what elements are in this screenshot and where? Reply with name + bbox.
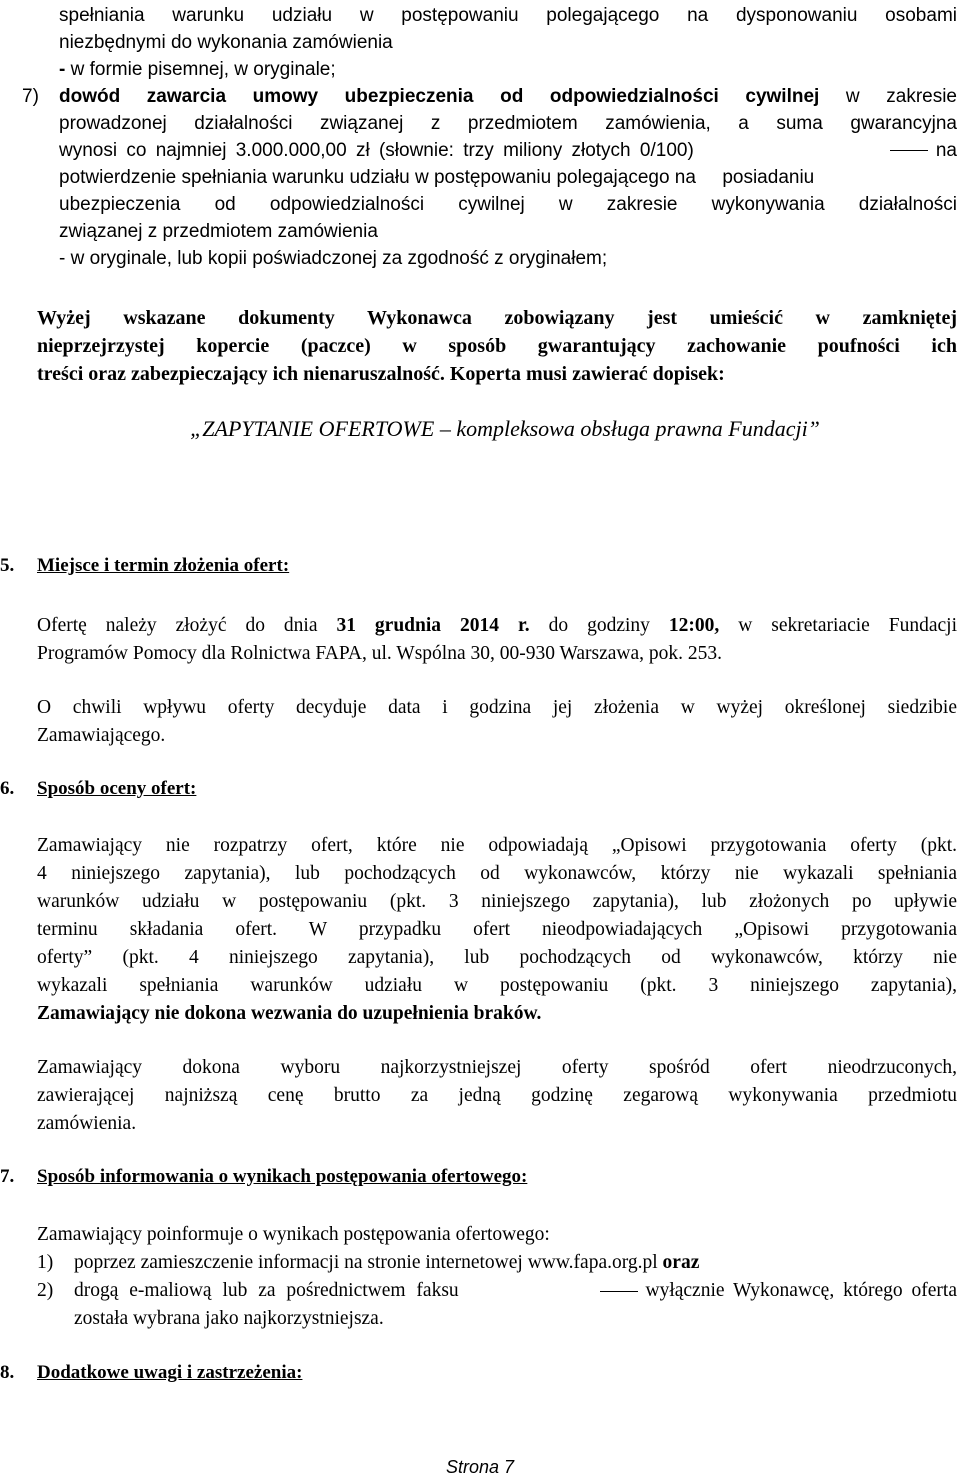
date-bold: 31 grudnia 2014 r. — [336, 615, 530, 636]
text-line: Zamawiający nie rozpatrzy ofert, które nie odpowiadają „Opisowi przygotowania oferty (pkt. — [37, 835, 957, 856]
section6-paragraph-1 — [37, 832, 957, 1028]
text-line: zamówienia. — [37, 1113, 137, 1134]
text-line: prowadzonej działalności związanej z przedmiotem zamówienia, a suma gwarancyjna — [59, 113, 957, 134]
text-line: Zamawiający dokona wyboru najkorzystniejszej oferty spośród ofert nieodrzuconych, — [37, 1057, 957, 1078]
section-number: 5. — [0, 555, 15, 576]
text-span: w zakresie — [819, 86, 957, 107]
bold-sentence: Zamawiający nie dokona wezwania do uzupełnienia braków. — [37, 1003, 542, 1024]
text-line: Programów Pomocy dla Rolnictwa FAPA, ul. Wspólna 30, 00-930 Warszawa, pok. 253. — [37, 643, 723, 664]
page-number: Strona 7 — [445, 1457, 515, 1477]
text-line: wykazali spełniania warunków udziału w postępowaniu (pkt. 3 niniejszego zapytania), — [37, 975, 957, 996]
section-title: Miejsce i termin złożenia ofert: — [37, 555, 290, 576]
list-number: 1) — [37, 1252, 54, 1273]
section-heading-8 — [0, 1362, 960, 1392]
section-title: Dodatkowe uwagi i zastrzeżenia: — [37, 1362, 303, 1383]
text-line — [37, 360, 957, 388]
condition-paragraph — [59, 2, 957, 83]
section-title: Sposób informowania o wynikach postępowania ofertowego: — [37, 1166, 528, 1187]
section6-paragraph-2 — [37, 1054, 957, 1138]
envelope-paragraph — [37, 304, 957, 388]
section-title: Sposób oceny ofert: — [37, 778, 197, 799]
bold-word: oraz — [662, 1252, 700, 1273]
text-line: ubezpieczenia od odpowiedzialności cywilnej w zakresie wykonywania działalności — [59, 194, 957, 215]
text-span: w sekretariacie Fundacji — [719, 615, 957, 636]
text-span: treści oraz zabezpieczający ich nienaruszalność. Koperta musi zawierać dopisek: — [37, 363, 725, 385]
section5-paragraph-2 — [37, 694, 957, 750]
text-span: wynosi co najmniej 3.000.000,00 zł (słownie: trzy miliony złotych 0/100) — [59, 140, 694, 161]
section-number: 6. — [0, 778, 15, 799]
envelope-caption: „ZAPYTANIE OFERTOWE – kompleksowa obsługa prawna Fundacji” — [190, 416, 820, 441]
list-item — [37, 1277, 957, 1333]
text-line: potwierdzenie spełniania warunku udziału w postępowaniu polegającego na posiadaniu — [59, 167, 815, 188]
text-line: niezbędnymi do wykonania zamówienia — [59, 32, 393, 53]
text-line: została wybrana jako najkorzystniejsza. — [74, 1308, 384, 1329]
text-line: 4 niniejszego zapytania), lub pochodzących od wykonawców, którzy nie wykazali spełniania — [37, 863, 957, 884]
list-number: 7) — [22, 86, 39, 107]
text-line — [37, 1000, 957, 1028]
text-line — [59, 137, 957, 164]
text-span: do godziny — [529, 615, 669, 636]
section7-body — [37, 1221, 957, 1333]
section-heading-7 — [0, 1166, 960, 1196]
list-item — [37, 1249, 957, 1277]
text-line — [59, 56, 957, 83]
text-line: oferty” (pkt. 4 niniejszego zapytania), lub pochodzących od wykonawców, którzy nie — [37, 947, 957, 968]
section-number: 8. — [0, 1362, 15, 1383]
section-number: 7. — [0, 1166, 15, 1187]
text-line: związanej z przedmiotem zamówienia — [59, 221, 378, 242]
list-item-text — [74, 1277, 957, 1333]
section-heading-6 — [0, 778, 960, 808]
text-line: nieprzejrzystej kopercie (paczce) w sposób gwarantujący zachowanie poufności ich — [37, 335, 957, 357]
dash-line — [890, 150, 928, 151]
text-line: spełniania warunku udziału w postępowaniu polegającego na dysponowaniu osobami — [59, 5, 957, 26]
text-line: Wyżej wskazane dokumenty Wykonawca zobowiązany jest umieścić w zamkniętej — [37, 307, 957, 329]
text-span: poprzez zamieszczenie informacji na stronie internetowej www.fapa.org.pl — [74, 1252, 663, 1273]
bold-phrase: dowód zawarcia umowy ubezpieczenia od odpowiedzialności cywilnej — [59, 86, 820, 107]
section5-paragraph-1 — [37, 612, 957, 668]
text-line: terminu składania ofert. W przypadku ofert nieodpowiadających „Opisowi przygotowania — [37, 919, 957, 940]
section-heading-5 — [0, 555, 960, 585]
dash-line — [600, 1291, 638, 1292]
text-line — [74, 1277, 957, 1305]
dash-bold: - — [59, 59, 71, 80]
text-line: Zamawiającego. — [37, 725, 166, 746]
time-bold: 12:00, — [668, 615, 720, 636]
text-line — [74, 1249, 957, 1277]
text-span: w formie pisemnej, w oryginale; — [70, 59, 336, 80]
text-span: na — [935, 140, 957, 161]
text-line — [59, 83, 957, 110]
text-line: - w oryginale, lub kopii poświadczonej za zgodność z oryginałem; — [59, 248, 608, 269]
text-span: drogą e-maliową lub za pośrednictwem faksu — [74, 1280, 459, 1301]
text-span: wyłącznie Wykonawcę, którego oferta — [645, 1280, 957, 1301]
text-line — [37, 612, 957, 640]
text-line: zawierającej najniższą cenę brutto za jedną godzinę zegarową wykonywania przedmiotu — [37, 1085, 957, 1106]
text-span: Ofertę należy złożyć do dnia — [37, 615, 337, 636]
text-line: warunków udziału w postępowaniu (pkt. 3 niniejszego zapytania), lub złożonych po upływie — [37, 891, 957, 912]
list-number: 2) — [37, 1280, 54, 1301]
text-line: Zamawiający poinformuje o wynikach postępowania ofertowego: — [37, 1224, 550, 1245]
text-line: O chwili wpływu oferty decyduje data i godzina jej złożenia w wyżej określonej siedzibie — [37, 697, 957, 718]
